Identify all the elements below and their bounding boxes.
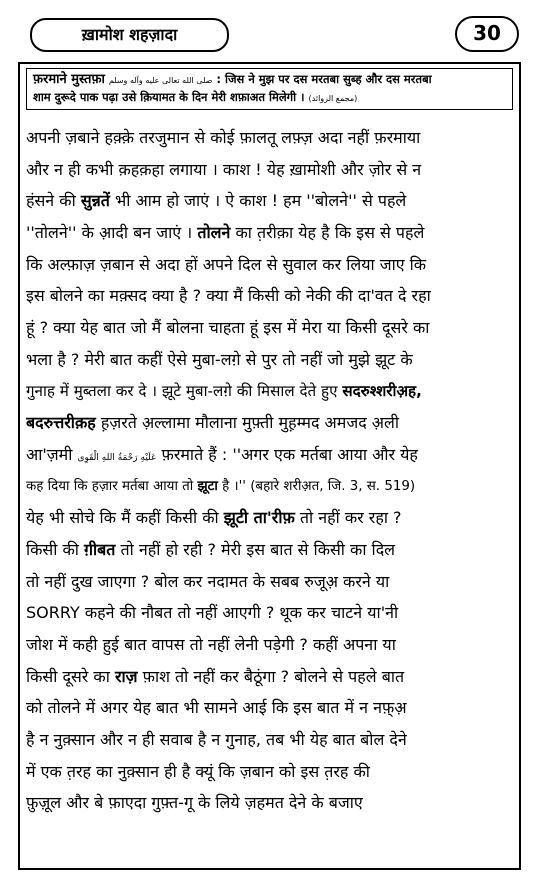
text-span: हूं ? क्या येह बात जो मैं बोलना चाहता हूं इस में मेरा या किसी दूसरे का bbox=[26, 318, 430, 338]
bold-term: राज़ bbox=[114, 666, 138, 686]
bold-term: झूटी ता'रीफ़ bbox=[223, 508, 295, 528]
notice-source: (مجمع الزوائد) bbox=[308, 94, 358, 103]
text-span: गुनाह में मुब्तला कर दे । झूटे मुबा-लग़े की मिसाल देते हुए bbox=[26, 381, 338, 400]
text-line bbox=[26, 249, 513, 281]
text-span: में एक त़रह का नुक़्सान ही है क्यूं कि ज़बान को इस त़रह की bbox=[26, 761, 370, 781]
page-frame bbox=[18, 62, 521, 870]
text-span: हंसने की bbox=[26, 191, 76, 211]
text-span: है न नुक़्सान और न ही सवाब है न गुनाह, तब भी येह बात बोल देने bbox=[26, 730, 407, 750]
notice-text-2: शाम दुरूदे पाक पढ़ा उसे क़ियामत के दिन मेरी शफ़ाअत मिलेगी । bbox=[33, 90, 305, 104]
text-line bbox=[26, 597, 513, 629]
text-line bbox=[26, 724, 513, 756]
text-line bbox=[26, 312, 513, 344]
notice-text-1: : जिस ने मुझ पर दस मरतबा सुब्ह और दस मरतबा bbox=[216, 72, 432, 86]
bold-term: सदरुश्शरीअ़ह, bbox=[342, 381, 422, 400]
text-span: SORRY कहने की नौबत तो नहीं आएगी ? थूक कर चाटने या'नी bbox=[26, 603, 399, 623]
text-span: इस बोलने का मक़्सद क्या है ? क्या मैं किसी को नेकी की दा'वत दे रहा bbox=[26, 286, 431, 306]
text-span: ''तोलने'' के आ़दी बन जाएं । bbox=[26, 223, 193, 243]
text-span: तो नहीं हो रही ? मेरी इस बात से किसी का दिल bbox=[120, 539, 396, 559]
text-line bbox=[26, 502, 513, 534]
text-line bbox=[26, 787, 513, 819]
body-text bbox=[26, 122, 513, 819]
text-span: का त़रीक़ा येह है कि इस से पहले bbox=[235, 223, 425, 243]
bold-term: झूटा bbox=[197, 478, 218, 494]
bold-term: सुन्नतें bbox=[80, 191, 110, 211]
text-span: किसी दूसरे का bbox=[26, 666, 110, 686]
text-span: फ़ुज़ूल और बे फ़ाएदा गुफ़्त-गू के लिये ज़हमत देने के बजाए bbox=[26, 793, 363, 813]
text-span: किसी की bbox=[26, 539, 79, 559]
text-line bbox=[26, 534, 513, 566]
hadith-notice bbox=[26, 68, 513, 110]
text-span: भला है ? मेरी बात कहीं ऐसे मुबा-लग़े से पुर तो नहीं जो मुझे झूट के bbox=[26, 349, 413, 369]
text-span: अपनी ज़बाने हक़्क़े तरजुमान से कोई फ़ालतू लफ़्ज़ अदा नहीं फ़रमाया bbox=[26, 128, 421, 147]
text-line bbox=[26, 566, 513, 598]
book-title: ख़ामोश शहज़ादा bbox=[30, 18, 229, 52]
page-header bbox=[12, 14, 533, 54]
text-line bbox=[26, 756, 513, 788]
text-line bbox=[26, 692, 513, 724]
text-span: तो नहीं दुख जाएगा ? बोल कर नदामत के सबब रुजूअ़ करने या bbox=[26, 571, 390, 591]
text-line bbox=[26, 344, 513, 376]
bold-term: तोलने bbox=[197, 223, 231, 243]
text-span: कि अल्फ़ाज़ ज़बान से अदा हों अपने दिल से सुवाल कर लिया जाए कि bbox=[26, 254, 427, 274]
page-number: 30 bbox=[455, 16, 519, 52]
text-line bbox=[26, 280, 513, 312]
text-span: है ।'' (बहारे शरीअ़त, जि. 3, स. 519) bbox=[222, 478, 416, 494]
text-line bbox=[26, 376, 513, 408]
text-line bbox=[26, 154, 513, 186]
text-span: ह़ज़रते अ़ल्लामा मौलाना मुफ़्ती मुह़म्मद अमजद अ़ली bbox=[100, 413, 399, 433]
text-line bbox=[26, 185, 513, 217]
bold-term: ग़ीबत bbox=[84, 539, 116, 559]
text-span: फ़रमाते हैं : ''अगर एक मर्तबा आया और येह bbox=[161, 444, 418, 464]
text-span: को तोलने में अगर येह बात भी सामने आई कि इस बात में न नफ़्अ़ bbox=[26, 698, 407, 718]
text-line bbox=[26, 122, 513, 154]
text-span: आ'ज़मी bbox=[26, 444, 73, 464]
text-span: जोश में कही हुई बात वापस तो नहीं लेनी पड़ेगी ? कहीं अपना या bbox=[26, 635, 396, 654]
text-line bbox=[26, 661, 513, 693]
notice-label: फ़रमाने मुस्तफ़ा bbox=[33, 72, 105, 87]
text-line bbox=[26, 439, 513, 471]
text-span: फ़ाश तो नहीं कर बैठूंगा ? बोलने से पहले बात bbox=[142, 666, 405, 686]
text-span: येह भी सोचे कि मैं कहीं किसी की bbox=[26, 508, 219, 528]
text-line bbox=[26, 471, 513, 503]
text-line bbox=[26, 217, 513, 249]
notice-arabic-salutation: صلى الله تعالى عليه وآله وسلم bbox=[108, 76, 213, 85]
text-span: तो नहीं कर रहा ? bbox=[299, 508, 402, 528]
text-span: भी आम हो जाएं । ऐ काश ! हम ''बोलने'' से पहले bbox=[114, 191, 407, 211]
text-line bbox=[26, 407, 513, 439]
text-span: और न ही कभी क़हक़हा लगाया । काश ! येह ख़ामोशी और ज़ोर से न bbox=[26, 159, 422, 179]
bold-term: बदरुत्तरीक़ह bbox=[26, 413, 96, 433]
text-line bbox=[26, 629, 513, 661]
arabic-honorific: عَلَيْهِ رَحْمَةُ اللهِ الْقَوِى bbox=[77, 452, 157, 463]
text-span: कह दिया कि हज़ार मर्तबा आया तो bbox=[26, 478, 194, 494]
